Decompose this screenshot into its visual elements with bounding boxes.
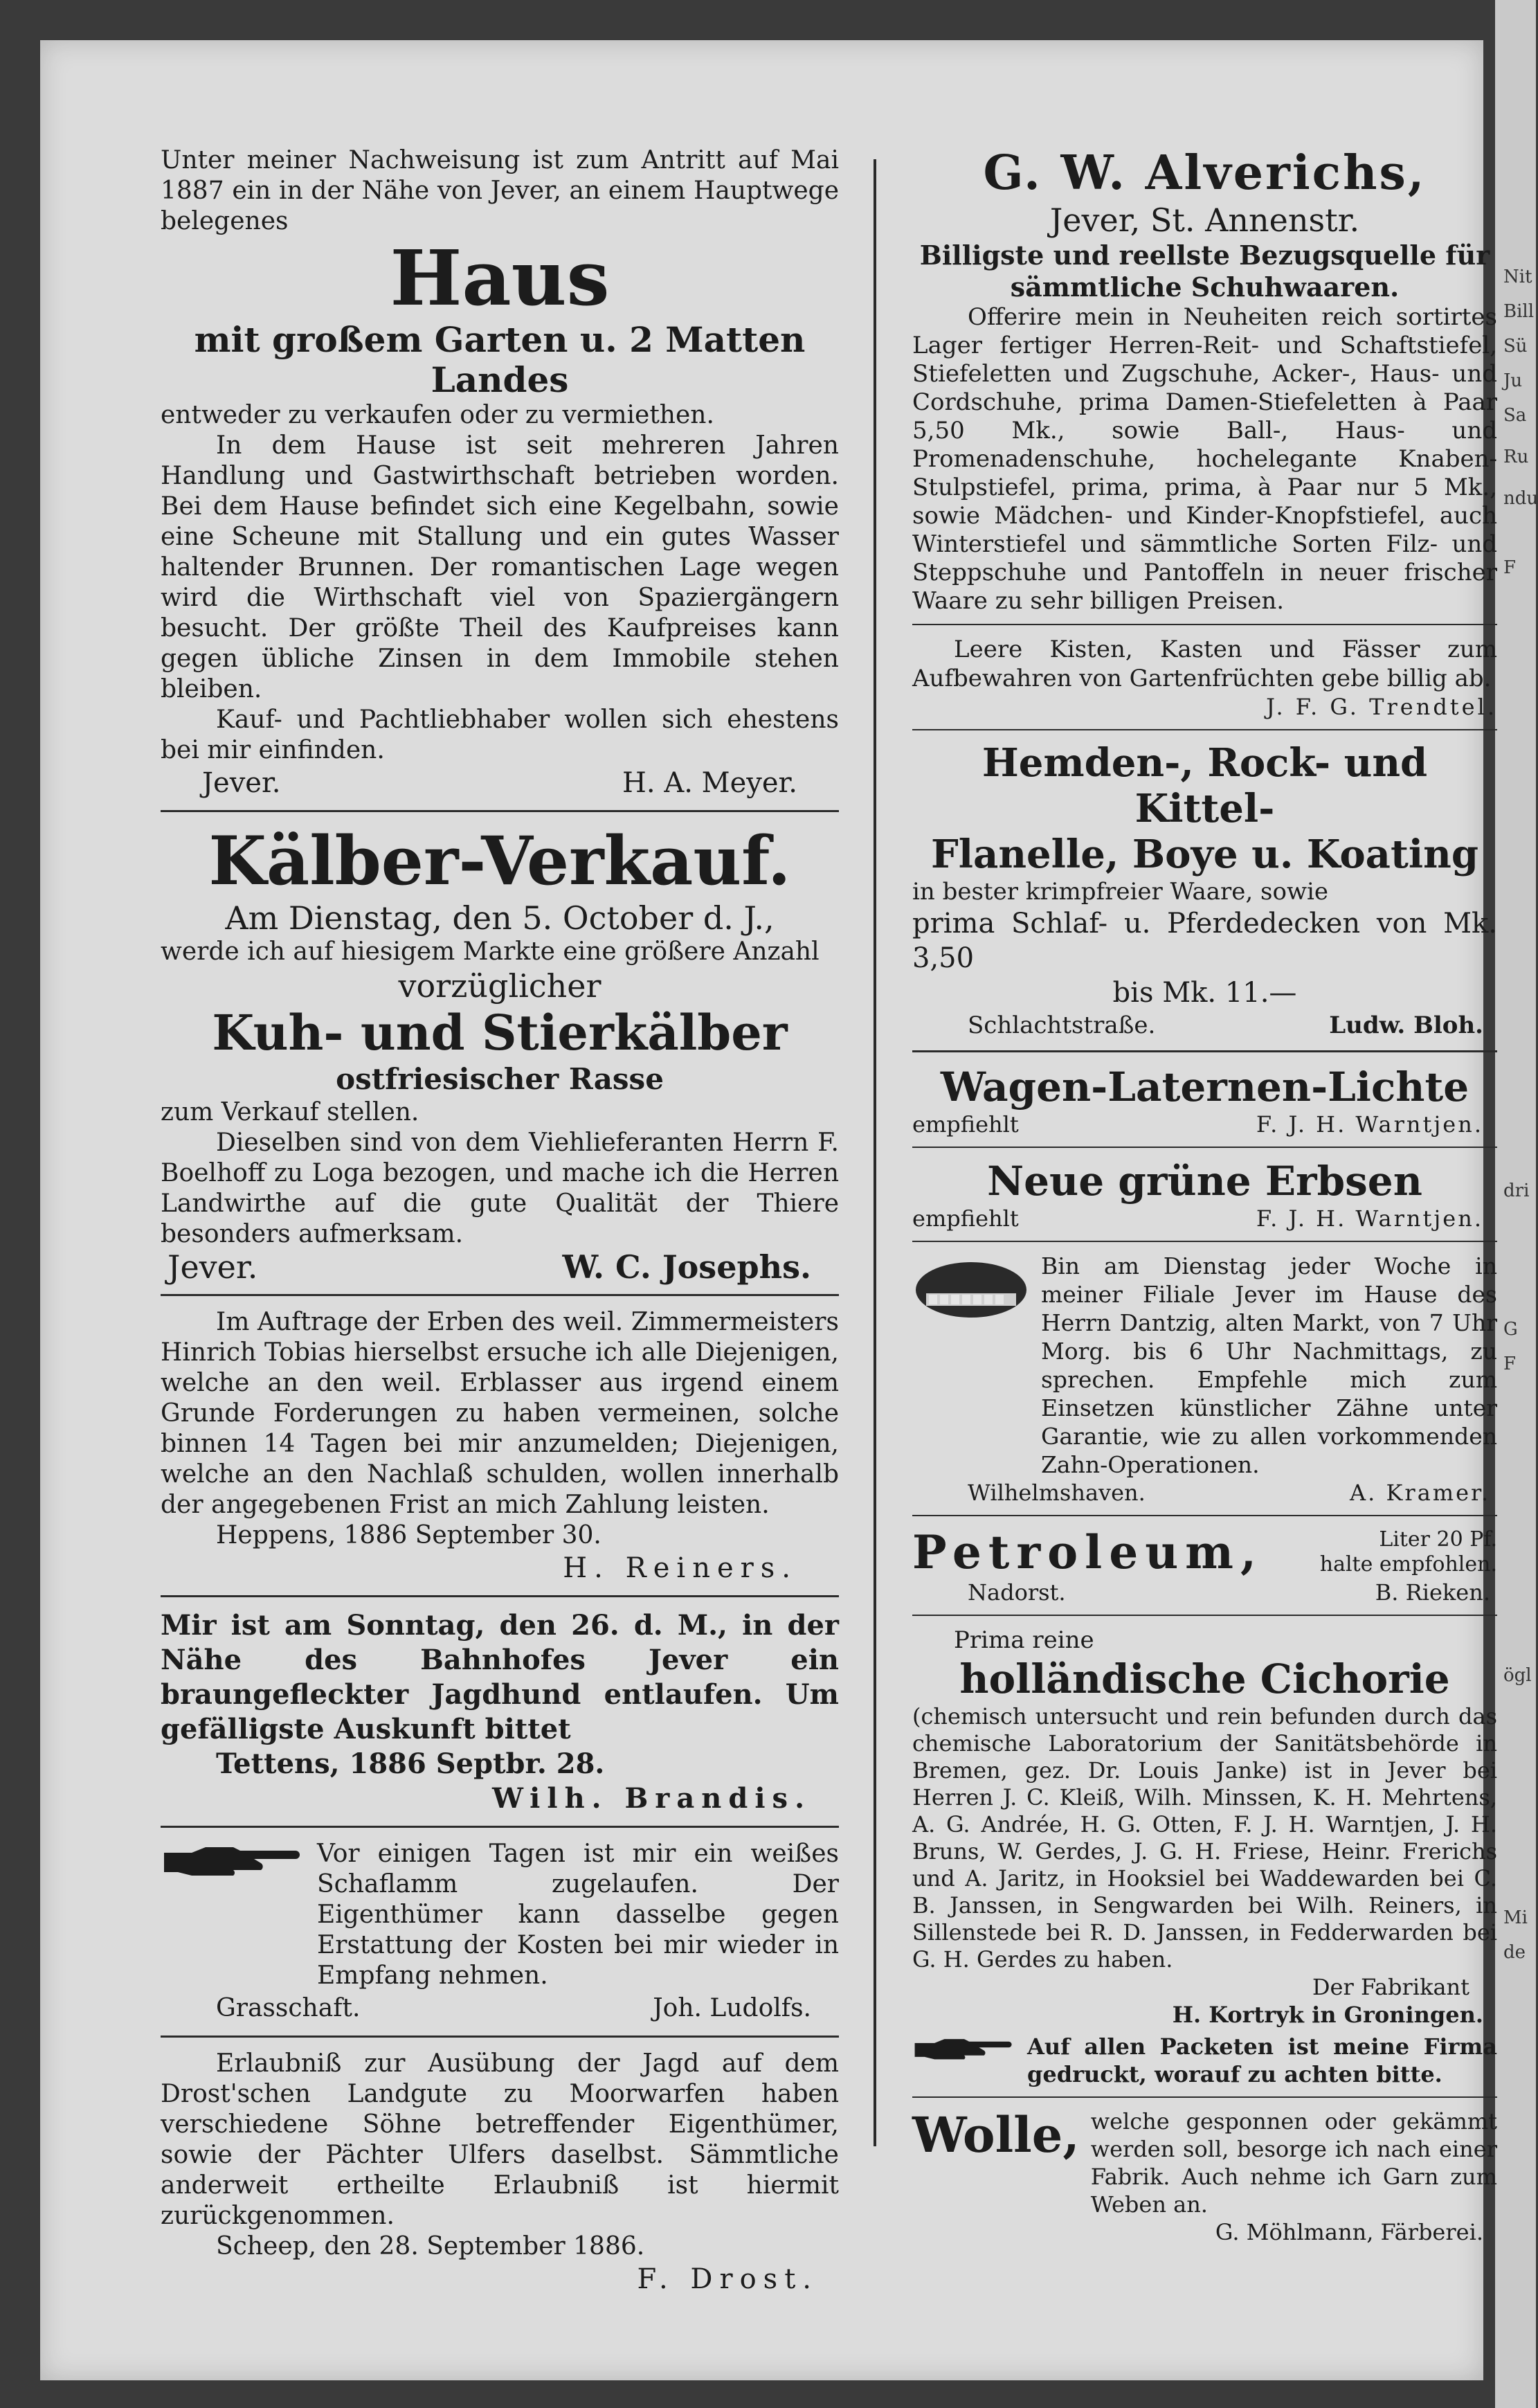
kaelber-line3: zum Verkauf stellen. <box>161 1098 419 1126</box>
wolle-body: welche gesponnen oder gekämmt werden soll, besorge ich nach einer Fabrik. Auch nehme ich Garn zum Weben an. <box>1090 2108 1497 2218</box>
laternen-ad <box>912 1063 1497 1138</box>
zahn-signer: A. Kramer. <box>1350 1480 1490 1506</box>
petroleum-price2: halte empfohlen. <box>1319 1552 1497 1576</box>
hemden-offer: prima Schlaf- u. Pferdedecken von Mk. 3,50 <box>912 908 1497 974</box>
schaf-place: Grasschaft. <box>216 1994 361 2022</box>
pointing-hand-icon <box>161 1839 306 1880</box>
divider <box>912 1615 1497 1616</box>
erbsen-ad <box>912 1158 1497 1232</box>
haus-signer: H. A. Meyer. <box>622 767 797 799</box>
erben-body: Im Auftrage der Erben des weil. Zimmermeisters Hinrich Tobias hierselbst ersuche ich alle Diejenigen, welche an den weil. Erblasser aus irgend einem Grunde Forderungen zu haben vermeinen, solche binnen 14 Tagen bei mir anzumelden; Diejenigen, welche an den Nachlaß schulden, wollen innerhalb der angegebenen Frist an mich Zahlung leisten. <box>161 1308 839 1519</box>
edge-fragment: Ru <box>1503 447 1529 467</box>
jagd-date: Scheep, den 28. September 1886. <box>216 2232 645 2261</box>
divider <box>912 1050 1497 1052</box>
edge-fragment: F <box>1503 557 1517 578</box>
hemden-headline1: Hemden-, Rock- und Kittel- <box>981 740 1428 832</box>
erben-date: Heppens, 1886 September 30. <box>216 1521 601 1549</box>
haus-line: entweder zu verkaufen oder zu vermiethen. <box>161 401 714 429</box>
zahn-body: Bin am Dienstag jeder Woche in meiner Filiale Jever im Hause des Herrn Dantzig, alten Markt, von 7 Uhr Morg. bis 6 Uhr Nachmittags, zu sprechen. Empfehle mich zum Einsetzen künstlicher Zähne unter Garantie, wie zu allen vorkommenden Zahn-Operationen. <box>1041 1252 1497 1478</box>
pointing-hand-icon <box>912 2033 1016 2063</box>
edge-fragment: ndu <box>1503 488 1538 509</box>
jagd-body: Erlaubniß zur Ausübung der Jagd auf dem Drost'schen Landgute zu Moorwarfen haben verschiedene Söhne betreffender Eigenthümer, sowie der Pächter Ulfers daselbst. Sämmtliche anderweit ertheilte Erlaubniß ist hiermit zurückgenommen. <box>161 2049 839 2230</box>
jagdhund-date: Tettens, 1886 Septbr. 28. <box>216 1747 605 1780</box>
cichorie-lead: Prima reine <box>954 1626 1094 1654</box>
divider <box>912 1515 1497 1516</box>
petroleum-price1: Liter 20 Pf. <box>1379 1527 1497 1552</box>
kaelber-date: Am Dienstag, den 5. October d. J., <box>225 899 775 937</box>
jagd-signer: F. Drost. <box>637 2263 818 2295</box>
wolle-signer: G. Möhlmann, Färberei. <box>1215 2219 1483 2245</box>
kaelber-signer: W. C. Josephs. <box>562 1248 811 1286</box>
petroleum-headline: Petroleum, <box>912 1525 1263 1579</box>
hemden-ad <box>912 740 1497 1041</box>
jagdhund-signer: Wilh. Brandis. <box>491 1782 811 1815</box>
haus-headline: Haus <box>390 233 610 323</box>
erbsen-signer: F. J. H. Warntjen. <box>1256 1205 1483 1232</box>
divider <box>161 1294 839 1296</box>
cichorie-ad <box>912 1626 1497 2088</box>
kaelber-body: Dieselben sind von dem Viehlieferanten Herrn F. Boelhoff zu Loga bezogen, und mache ich die Herren Landwirthe auf die gute Qualität der Thiere besonders aufmerksam. <box>161 1129 839 1248</box>
cichorie-note: Auf allen Packeten ist meine Firma gedruckt, worauf zu achten bitte. <box>1027 2033 1497 2087</box>
haus-ad <box>161 145 839 800</box>
hemden-signer: Ludw. Bloh. <box>1329 1012 1483 1039</box>
divider <box>912 2096 1497 2098</box>
edge-fragment: Sü <box>1503 336 1528 357</box>
wolle-ad <box>912 2108 1497 2246</box>
divider <box>161 2036 839 2038</box>
edge-fragment: dri <box>1503 1180 1530 1201</box>
right-column <box>912 145 1497 2246</box>
kisten-ad <box>912 635 1497 721</box>
alverichs-address: Jever, St. Annenstr. <box>1049 201 1360 239</box>
haus-closing: Kauf- und Pachtliebhaber wollen sich ehestens bei mir einfinden. <box>161 706 839 764</box>
edge-fragment: de <box>1503 1942 1526 1963</box>
kaelber-big: Kuh- und Stierkälber <box>212 1004 788 1061</box>
wolle-headline: Wolle, <box>912 2106 1080 2164</box>
schaf-body: Vor einigen Tagen ist mir ein weißes Schaflamm zugelaufen. Der Eigenthümer kann dasselbe gegen Erstattung der Kosten bei mir wieder in Empfang nehmen. <box>317 1840 839 1990</box>
alverichs-ad <box>912 145 1497 616</box>
haus-place: Jever. <box>202 767 281 799</box>
cichorie-maker-label: Der Fabrikant <box>1312 1974 1469 2000</box>
laternen-lead: empfiehlt <box>912 1111 1019 1138</box>
laternen-signer: F. J. H. Warntjen. <box>1256 1111 1483 1138</box>
cichorie-body: (chemisch untersucht und rein befunden durch das chemische Laboratorium der Sanitätsbehörde in Bremen, gez. Dr. Louis Janke) ist in Jever bei Herren J. C. Kleiß, Wilh. Minssen, K. H. Mehrtens, A. G. Andrée, H. G. Otten, F. J. H. Warntjen, J. H. Bruns, W. Gerdes, J. G. H. Friese, Heinr. Frerichs und A. Jaritz, in Hooksiel bei Waddewarden bei C. B. Janssen, in Sengwarden bei Wilh. Reiners, in Sillenstede bei R. D. Janssen, in Fedderwarden bei G. H. Gerdes zu haben. <box>912 1703 1497 1973</box>
haus-body: In dem Hause ist seit mehreren Jahren Handlung und Gastwirthschaft betrieben worden. Bei dem Hause befindet sich eine Kegelbahn, sowie eine Scheune mit Stallung und ein gutes Wasser haltender Brunnen. Der romantischen Lage wegen wird die Wirthschaft viel von Spaziergängern besucht. Der größte Theil des Kaufpreises kann gegen übliche Zinsen in dem Immobile stehen bleiben. <box>161 431 839 703</box>
hemden-headline2: Flanelle, Boye u. Koating <box>931 832 1478 877</box>
jagdhund-ad <box>161 1608 839 1816</box>
petroleum-place: Nadorst. <box>968 1579 1066 1606</box>
hemden-offer2: bis Mk. 11.— <box>1112 977 1297 1009</box>
divider <box>161 1595 839 1597</box>
cichorie-headline: holländische Cichorie <box>959 1655 1450 1702</box>
divider <box>912 624 1497 625</box>
edge-fragment: Ju <box>1503 370 1523 391</box>
laternen-headline: Wagen-Laternen-Lichte <box>940 1063 1469 1111</box>
edge-fragment: Bill <box>1503 301 1535 322</box>
kaelber-ad <box>161 823 839 1284</box>
alverichs-tagline: Billigste und reellste Bezugsquelle für sämmtliche Schuhwaaren. <box>919 240 1490 303</box>
petroleum-signer: B. Rieken. <box>1375 1579 1490 1606</box>
divider <box>161 810 839 812</box>
edge-fragment: G <box>1503 1319 1518 1340</box>
jagd-ad <box>161 2049 839 2297</box>
schaf-signer: Joh. Ludolfs. <box>653 1994 811 2022</box>
edge-fragment: F <box>1503 1354 1517 1374</box>
kaelber-line2: vorzüglicher <box>398 967 601 1005</box>
edge-fragment: ögl <box>1503 1665 1532 1686</box>
jagdhund-body: Mir ist am Sonntag, den 26. d. M., in der Nähe des Bahnhofes Jever ein braungefleckter Jagdhund entlaufen. Um gefälligste Auskunft bittet <box>161 1609 839 1745</box>
edge-fragment: Nit <box>1503 267 1532 287</box>
divider <box>912 1147 1497 1148</box>
kaelber-place: Jever. <box>168 1248 258 1286</box>
alverichs-name: G. W. Alverichs, <box>983 145 1427 201</box>
haus-subheadline: mit großem Garten u. 2 Matten Landes <box>194 319 806 400</box>
erbsen-headline: Neue grüne Erbsen <box>987 1158 1422 1205</box>
kaelber-headline: Kälber-Verkauf. <box>208 822 791 900</box>
erben-ad <box>161 1307 839 1585</box>
kisten-body: Leere Kisten, Kasten und Fässer zum Aufbewahren von Gartenfrüchten gebe billig ab. <box>912 636 1497 692</box>
erben-signer: H. Reiners. <box>563 1552 797 1584</box>
zahn-place: Wilhelmshaven. <box>968 1480 1146 1506</box>
column-divider <box>874 159 876 2146</box>
divider <box>161 1826 839 1828</box>
kisten-signer: J. F. G. Trendtel. <box>1266 694 1497 720</box>
edge-fragment: Sa <box>1503 405 1527 426</box>
cichorie-maker: H. Kortryk in Groningen. <box>1172 2002 1483 2028</box>
hemden-line: in bester krimpfreier Waare, sowie <box>912 878 1329 906</box>
petroleum-ad <box>912 1526 1497 1606</box>
schaf-ad <box>161 1839 839 2026</box>
erbsen-lead: empfiehlt <box>912 1205 1019 1232</box>
dentures-icon <box>912 1252 1030 1335</box>
zahn-ad <box>912 1252 1497 1507</box>
edge-fragment: Mi <box>1503 1907 1528 1928</box>
kaelber-line1: werde ich auf hiesigem Markte eine größere Anzahl <box>161 937 820 966</box>
haus-intro: Unter meiner Nachweisung ist zum Antritt auf Mai 1887 ein in der Nähe von Jever, an einem Hauptwege belegenes <box>161 146 839 235</box>
left-column <box>161 145 839 2297</box>
divider <box>912 729 1497 730</box>
divider <box>912 1241 1497 1242</box>
alverichs-body: Offerire mein in Neuheiten reich sortirtes Lager fertiger Herren-Reit- und Schaftstiefel, Stiefeletten und Zugschuhe, Acker-, Haus- und Cordschuhe, prima Damen-Stiefeletten à Paar 5,50 Mk., sowie Ball-, Haus- und Promenadenschuhe, hochelegante Knaben-Stulpstiefel, prima, prima, à Paar nur 5 Mk., sowie Mädchen- und Kinder-Knopfstiefel, auch Winterstiefel und sämmtliche Sorten Filz- und Steppschuhe und Pantoffeln in neuer frischer Waare zu sehr billigen Preisen. <box>912 303 1497 615</box>
kaelber-race: ostfriesischer Rasse <box>336 1062 664 1096</box>
hemden-place: Schlachtstraße. <box>968 1012 1156 1039</box>
